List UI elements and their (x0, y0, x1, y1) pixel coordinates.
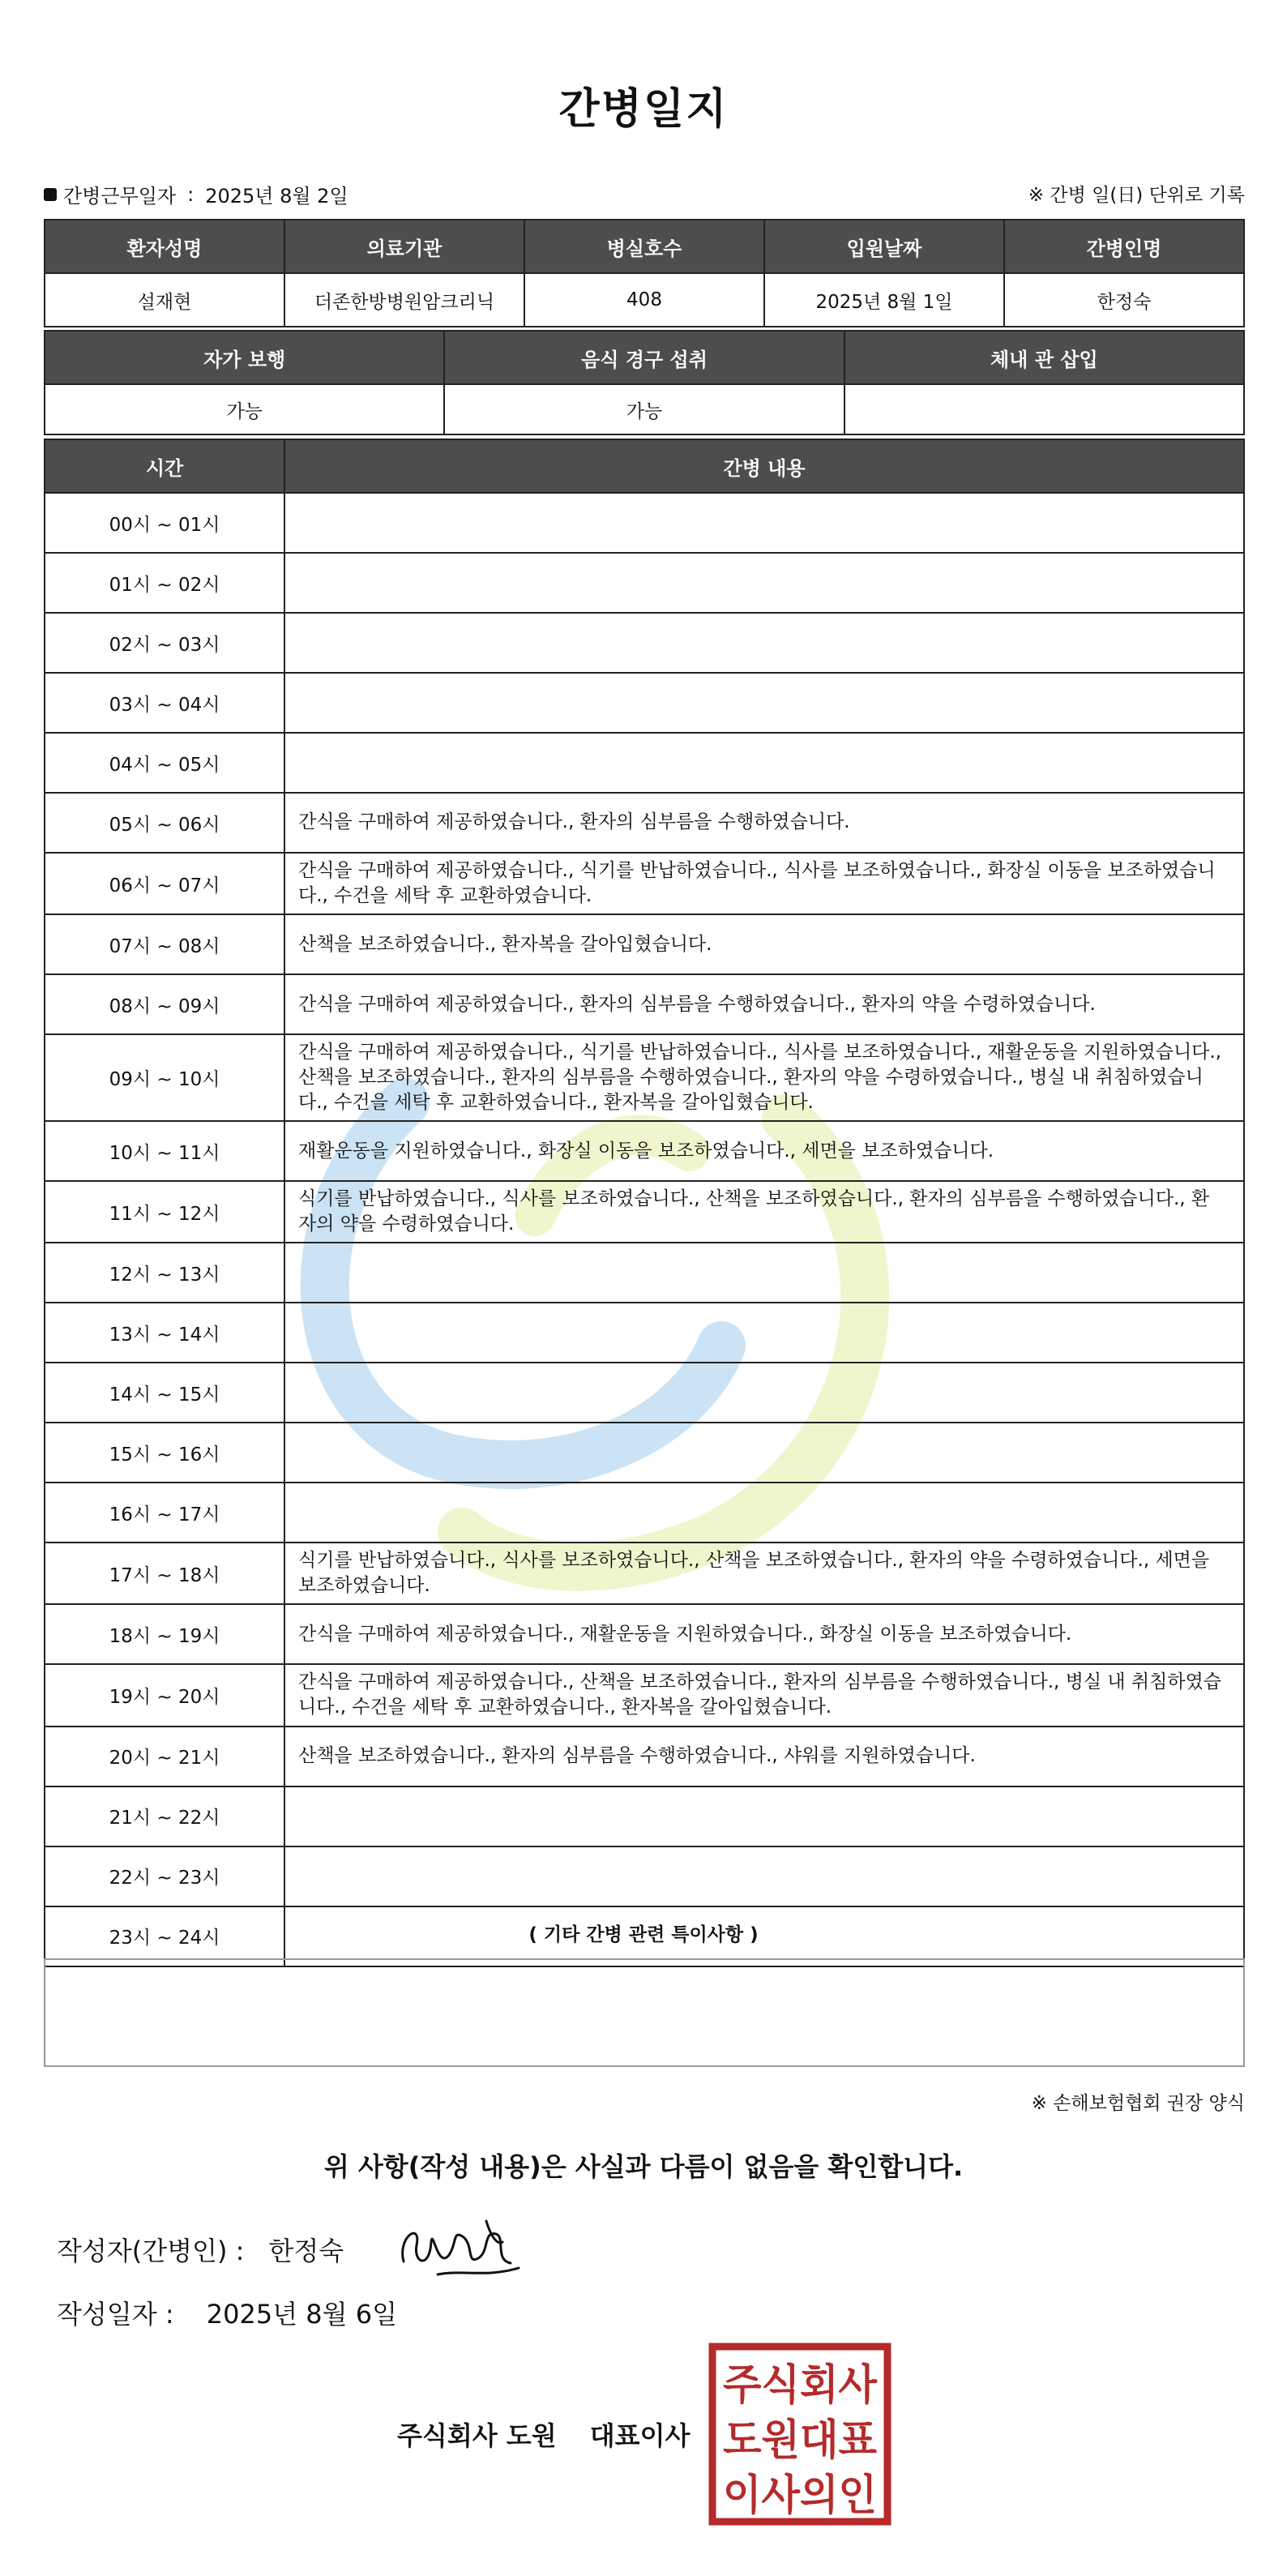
work-date-label: 간병근무일자 (63, 185, 177, 208)
room-number: 408 (524, 273, 764, 327)
care-log-row (45, 1363, 1244, 1423)
care-log-row (45, 1727, 1244, 1787)
header-care-content: 간병 내용 (284, 439, 1244, 493)
care-log-time: 01시 ~ 02시 (45, 553, 284, 613)
care-log-content (284, 733, 1244, 793)
care-log-time: 03시 ~ 04시 (45, 673, 284, 733)
care-log-time: 11시 ~ 12시 (45, 1181, 284, 1243)
care-log-content: 산책을 보조하였습니다., 환자복을 갈아입혔습니다. (284, 914, 1244, 974)
confirmation-statement: 위 사항(작성 내용)은 사실과 다름이 없음을 확인합니다. (323, 2151, 964, 2182)
notes-box (44, 1958, 1245, 2067)
care-log-time: 07시 ~ 08시 (45, 914, 284, 974)
care-log-time: 18시 ~ 19시 (45, 1604, 284, 1664)
page-title: 간병일지 (558, 85, 729, 134)
written-date-label: 작성일자 : (57, 2299, 174, 2330)
header-patient-name: 환자성명 (45, 220, 284, 273)
writer-name: 한정숙 (268, 2236, 344, 2266)
care-log-row (45, 733, 1244, 793)
care-log-content: 식기를 반납하였습니다., 식사를 보조하였습니다., 산책을 보조하였습니다., 환자의 심부름을 수행하였습니다., 환자의 약을 수령하였습니다. (284, 1181, 1244, 1243)
self-walking-value: 가능 (45, 384, 444, 434)
care-log-content: 간식을 구매하여 제공하였습니다., 산책을 보조하였습니다., 환자의 심부름을 수행하였습니다., 병실 내 취침하였습니다., 수건을 세탁 후 교환하였습니다., 환자복을 갈아입혔습니다. (284, 1664, 1244, 1726)
care-log-row (45, 1483, 1244, 1543)
square-bullet-icon (44, 188, 57, 201)
seal-line-1: 주식회사 (723, 2361, 878, 2410)
header-time: 시간 (45, 439, 284, 493)
care-log-time: 09시 ~ 10시 (45, 1034, 284, 1121)
care-log-content (284, 1363, 1244, 1423)
care-log-row (45, 1787, 1244, 1846)
care-log-time: 12시 ~ 13시 (45, 1243, 284, 1303)
care-log-content: 재활운동을 지원하였습니다., 화장실 이동을 보조하였습니다., 세면을 보조하였습니다. (284, 1121, 1244, 1181)
status-header-row (45, 331, 1244, 384)
care-log-content (284, 613, 1244, 673)
seal-line-2: 도원대표 (723, 2416, 877, 2465)
care-log-time: 13시 ~ 14시 (45, 1303, 284, 1363)
care-log-row (45, 1303, 1244, 1363)
company-name: 주식회사 도원 (397, 2420, 557, 2451)
care-log-row (45, 1034, 1244, 1121)
care-log-content: 간식을 구매하여 제공하였습니다., 식기를 반납하였습니다., 식사를 보조하였습니다., 재활운동을 지원하였습니다., 산책을 보조하였습니다., 환자의 심부름을 수행하였습니다., 환자의 약을 수령하였습니다., 병실 내 취침하였습니다., 수건을 세탁 후 교환하였습니다., 환자복을 갈아입혔습니다. (284, 1034, 1244, 1121)
company-seal-icon (708, 2343, 891, 2526)
tube-insertion-value (844, 384, 1244, 434)
care-log-content: 간식을 구매하여 제공하였습니다., 재활운동을 지원하였습니다., 화장실 이동을 보조하였습니다. (284, 1604, 1244, 1664)
care-log-time: 22시 ~ 23시 (45, 1846, 284, 1906)
care-log-time: 04시 ~ 05시 (45, 733, 284, 793)
header-admission-date: 입원날짜 (764, 220, 1004, 273)
care-log-time: 15시 ~ 16시 (45, 1423, 284, 1483)
care-log-time: 08시 ~ 09시 (45, 974, 284, 1034)
care-log-row (45, 1604, 1244, 1664)
written-date-value: 2025년 8월 6일 (206, 2299, 398, 2330)
work-date-separator: : (187, 182, 195, 206)
signature-icon (389, 2213, 527, 2286)
care-log-row (45, 793, 1244, 853)
care-log-row (45, 553, 1244, 613)
care-log-time: 14시 ~ 15시 (45, 1363, 284, 1423)
patient-name: 설재현 (45, 273, 284, 327)
care-log-content: 식기를 반납하였습니다., 식사를 보조하였습니다., 산책을 보조하였습니다., 환자의 약을 수령하였습니다., 세면을 보조하였습니다. (284, 1543, 1244, 1604)
care-log-content: 간식을 구매하여 제공하였습니다., 환자의 심부름을 수행하였습니다., 환자의 약을 수령하였습니다. (284, 974, 1244, 1034)
care-log-content (284, 673, 1244, 733)
care-log-content (284, 1483, 1244, 1543)
care-log-row (45, 1121, 1244, 1181)
oral-intake-value: 가능 (444, 384, 844, 434)
company-title: 대표이사 (589, 2420, 691, 2451)
care-log-row (45, 493, 1244, 553)
written-date-line (57, 2294, 397, 2331)
care-log-time: 02시 ~ 03시 (45, 613, 284, 673)
care-log-row (45, 613, 1244, 673)
patient-status-table (44, 330, 1245, 435)
care-log-row (45, 1664, 1244, 1726)
care-log-body (45, 493, 1244, 1966)
work-date-value: 2025년 8월 2일 (205, 185, 348, 208)
header-self-walking: 자가 보행 (45, 331, 444, 384)
care-log-content (284, 493, 1244, 553)
care-log-time: 23시 ~ 24시 (45, 1906, 284, 1966)
care-log-row (45, 1181, 1244, 1243)
writer-label: 작성자(간병인) : (57, 2236, 245, 2266)
seal-line-3: 이사의인 (723, 2471, 877, 2520)
notes-label: ( 기타 간병 관련 특이사항 ) (528, 1924, 759, 1945)
care-log-time: 19시 ~ 20시 (45, 1664, 284, 1726)
caregiver-name: 한정숙 (1004, 273, 1244, 327)
status-value-row (45, 384, 1244, 434)
company-line (397, 2416, 690, 2453)
care-log-table (44, 439, 1245, 1967)
care-log-time: 00시 ~ 01시 (45, 493, 284, 553)
care-log-content (284, 1787, 1244, 1846)
care-log-header-row (45, 439, 1244, 493)
care-log-time: 05시 ~ 06시 (45, 793, 284, 853)
care-log-time: 21시 ~ 22시 (45, 1787, 284, 1846)
care-log-row (45, 1423, 1244, 1483)
patient-info-table (44, 219, 1245, 327)
care-log-time: 20시 ~ 21시 (45, 1727, 284, 1787)
care-log-time: 06시 ~ 07시 (45, 853, 284, 914)
care-log-time: 10시 ~ 11시 (45, 1121, 284, 1181)
care-log-row (45, 853, 1244, 914)
care-log-row (45, 914, 1244, 974)
care-log-row (45, 1543, 1244, 1604)
care-log-content (284, 1303, 1244, 1363)
writer-line (57, 2231, 344, 2268)
care-log-content: 산책을 보조하였습니다., 환자의 심부름을 수행하였습니다., 샤워를 지원하였습니다. (284, 1727, 1244, 1787)
care-log-row (45, 1243, 1244, 1303)
care-log-content (284, 553, 1244, 613)
care-log-content: 간식을 구매하여 제공하였습니다., 환자의 심부름을 수행하였습니다. (284, 793, 1244, 853)
care-log-row (45, 974, 1244, 1034)
admission-date: 2025년 8월 1일 (764, 273, 1004, 327)
care-log-time: 17시 ~ 18시 (45, 1543, 284, 1604)
header-hospital: 의료기관 (284, 220, 524, 273)
care-log-time: 16시 ~ 17시 (45, 1483, 284, 1543)
work-date (44, 180, 348, 208)
care-log-row (45, 1846, 1244, 1906)
unit-note: ※ 간병 일(日) 단위로 기록 (1028, 185, 1245, 206)
header-tube-insertion: 체내 관 삽입 (844, 331, 1244, 384)
care-log-content (284, 1423, 1244, 1483)
hospital-name: 더존한방병원암크리닉 (284, 273, 524, 327)
care-log-content (284, 1243, 1244, 1303)
patient-info-value-row (45, 273, 1244, 327)
patient-info-header-row (45, 220, 1244, 273)
header-oral-intake: 음식 경구 섭취 (444, 331, 844, 384)
header-room: 병실호수 (524, 220, 764, 273)
care-log-content (284, 1846, 1244, 1906)
header-caregiver-name: 간병인명 (1004, 220, 1244, 273)
standard-form-note: ※ 손해보험협회 권장 양식 (1031, 2093, 1245, 2114)
care-log-content: 간식을 구매하여 제공하였습니다., 식기를 반납하였습니다., 식사를 보조하였습니다., 화장실 이동을 보조하였습니다., 수건을 세탁 후 교환하였습니다. (284, 853, 1244, 914)
care-log-row (45, 673, 1244, 733)
